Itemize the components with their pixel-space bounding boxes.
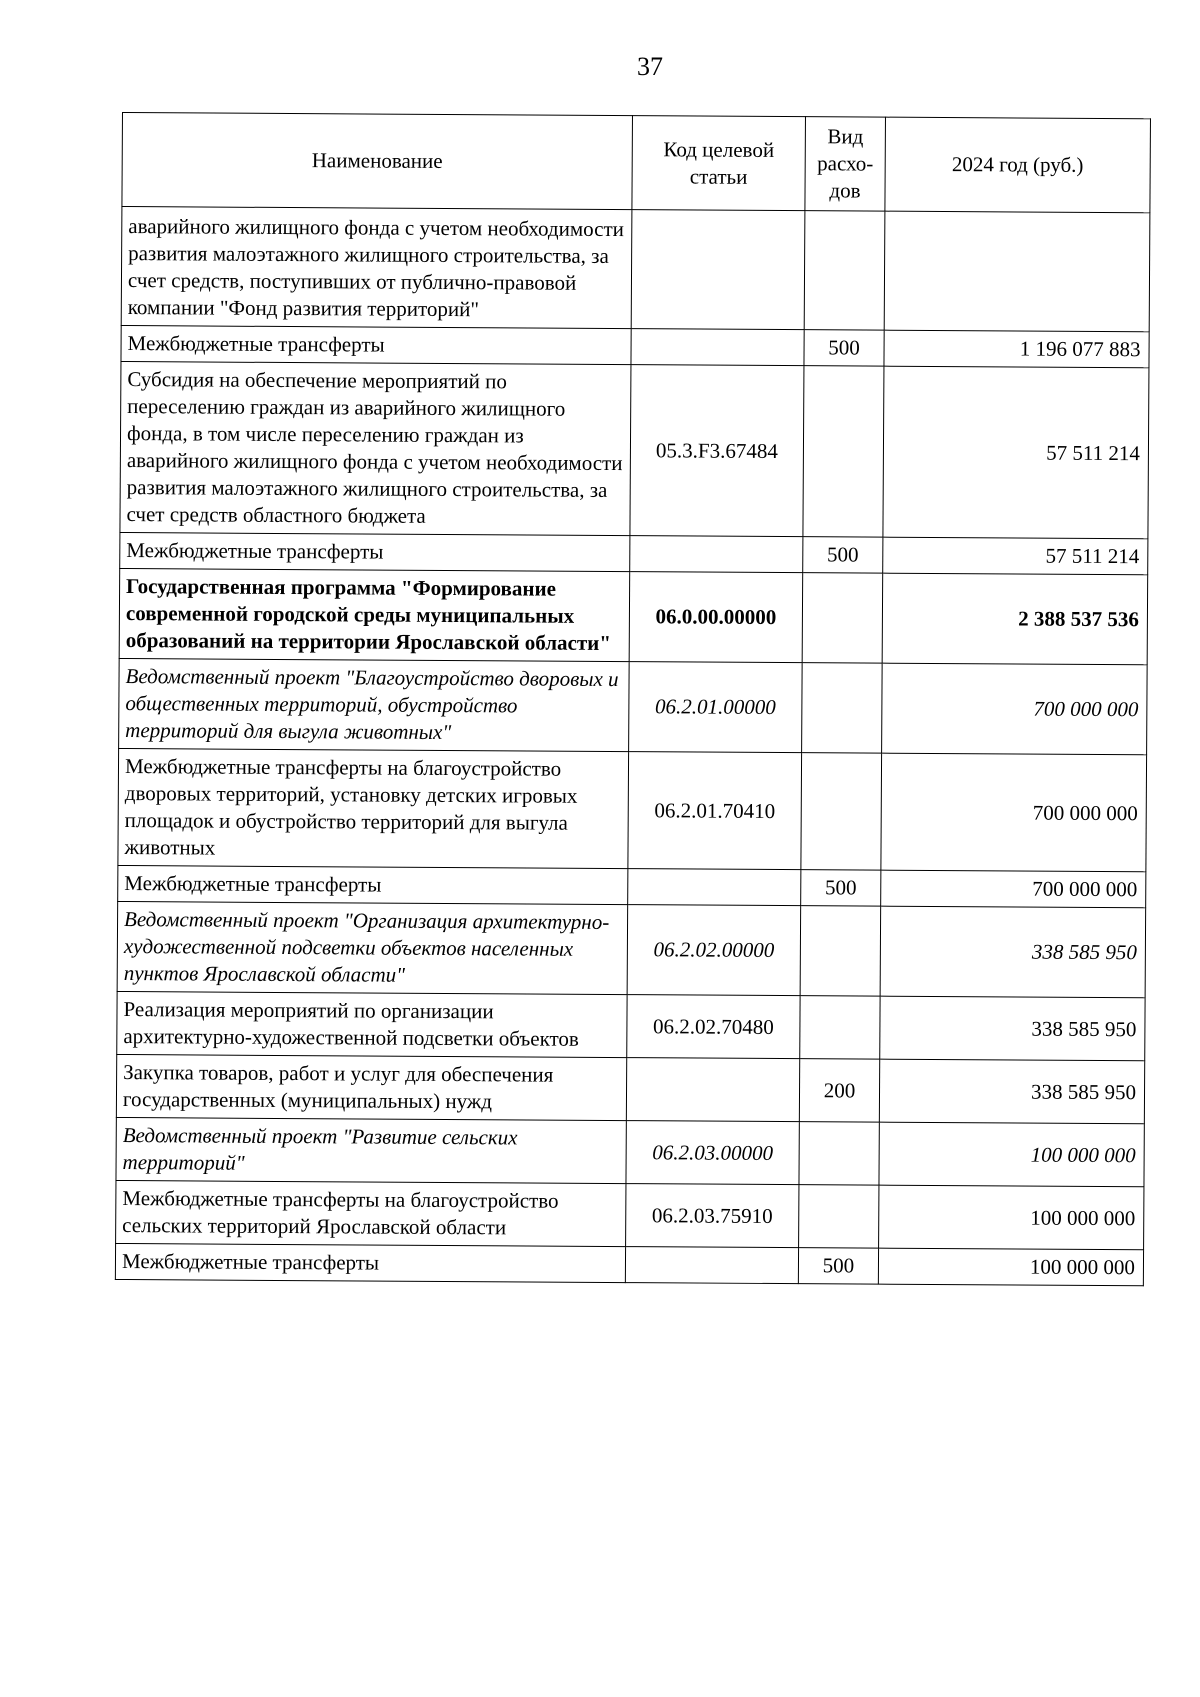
row-code-cell	[631, 210, 805, 330]
row-code-cell	[628, 869, 801, 906]
table-row	[116, 1054, 1144, 1123]
row-amount-cell	[884, 211, 1150, 332]
row-code-cell: 05.3.F3.67484	[630, 365, 804, 537]
table-row	[120, 532, 1148, 574]
row-code-cell: 06.2.03.00000	[626, 1121, 799, 1185]
row-amount-cell: 700 000 000	[882, 663, 1148, 755]
row-kind-cell	[799, 1122, 879, 1185]
row-code-cell	[626, 1058, 799, 1122]
row-code-cell: 06.2.03.75910	[626, 1184, 799, 1248]
row-name-cell: аварийного жилищного фонда с учетом необходимости развития малоэтажного жилищного строительства, за счет средств, поступивших от публично-правовой компании "Фонд развития территорий"	[121, 207, 632, 329]
row-kind-cell: 200	[799, 1059, 879, 1122]
header-year: 2024 год (руб.)	[885, 117, 1151, 213]
table-row	[119, 568, 1148, 664]
row-amount-cell: 2 388 537 536	[882, 573, 1148, 665]
budget-table-wrapper	[115, 112, 1150, 1286]
row-amount-cell: 1 196 077 883	[884, 330, 1149, 368]
row-amount-cell: 57 511 214	[883, 537, 1148, 575]
row-kind-cell: 500	[804, 330, 884, 366]
row-amount-cell: 100 000 000	[879, 1185, 1144, 1250]
page-number: 37	[637, 52, 663, 81]
row-kind-cell	[801, 753, 882, 870]
header-kind: Вид расхо-дов	[805, 117, 886, 211]
row-kind-cell	[804, 211, 885, 330]
table-row	[117, 901, 1146, 997]
row-name-cell: Межбюджетные трансферты	[118, 865, 628, 904]
row-kind-cell: 500	[798, 1248, 878, 1284]
row-kind-cell	[799, 1185, 879, 1248]
row-amount-cell: 338 585 950	[880, 996, 1145, 1061]
row-name-cell: Государственная программа "Формирование современной городской среды муниципальных образований на территории Ярославской области"	[119, 568, 630, 661]
header-name: Наименование	[122, 113, 633, 210]
header-code: Код целевой статьи	[632, 116, 806, 211]
table-row	[118, 865, 1146, 907]
row-amount-cell: 700 000 000	[881, 870, 1146, 908]
row-name-cell: Межбюджетные трансферты на благоустройство дворовых территорий, установку детских игровых площадок и обустройство территорий для выгула животных	[118, 748, 629, 868]
table-body	[115, 207, 1150, 1286]
row-kind-cell	[803, 366, 884, 537]
row-code-cell: 06.0.00.00000	[629, 572, 803, 663]
table-row	[119, 658, 1148, 754]
row-amount-cell: 100 000 000	[878, 1248, 1143, 1286]
row-code-cell: 06.2.02.70480	[627, 995, 800, 1059]
table-row	[116, 1180, 1144, 1249]
row-kind-cell	[800, 906, 881, 996]
row-code-cell	[630, 536, 803, 573]
row-code-cell: 06.2.02.00000	[627, 905, 801, 996]
table-header-row	[122, 113, 1151, 213]
table-row	[121, 207, 1150, 332]
table-row	[115, 1243, 1143, 1285]
table-row	[120, 361, 1149, 538]
row-name-cell: Реализация мероприятий по организации архитектурно-художественной подсветки объектов	[117, 991, 627, 1057]
row-code-cell: 06.2.01.70410	[628, 752, 802, 870]
row-name-cell: Межбюджетные трансферты	[121, 325, 631, 364]
row-name-cell: Межбюджетные трансферты	[115, 1243, 625, 1282]
row-name-cell: Закупка товаров, работ и услуг для обеспечения государственных (муниципальных) нужд	[116, 1054, 626, 1120]
table-row	[121, 325, 1149, 367]
row-code-cell	[631, 329, 804, 366]
row-kind-cell	[802, 573, 883, 663]
table-row	[117, 991, 1145, 1060]
table-row	[116, 1117, 1144, 1186]
row-amount-cell: 57 511 214	[883, 366, 1149, 539]
row-name-cell: Ведомственный проект "Благоустройство дворовых и общественных территорий, обустройство территорий для выгула животных"	[119, 658, 630, 751]
row-kind-cell	[800, 996, 880, 1059]
row-amount-cell: 100 000 000	[879, 1122, 1144, 1187]
row-kind-cell: 500	[803, 537, 883, 573]
row-kind-cell	[802, 663, 883, 753]
row-code-cell	[625, 1247, 798, 1284]
budget-table	[115, 112, 1151, 1286]
row-name-cell: Ведомственный проект "Развитие сельских территорий"	[116, 1117, 626, 1183]
row-name-cell: Межбюджетные трансферты	[120, 532, 630, 571]
row-amount-cell: 338 585 950	[879, 1059, 1144, 1124]
table-row	[118, 748, 1147, 871]
row-amount-cell: 700 000 000	[881, 753, 1147, 872]
row-name-cell: Ведомственный проект "Организация архитектурно-художественной подсветки объектов населенных пунктов Ярославской области"	[117, 901, 628, 994]
row-name-cell: Межбюджетные трансферты на благоустройство сельских территорий Ярославской области	[116, 1180, 626, 1246]
row-amount-cell: 338 585 950	[880, 906, 1146, 998]
row-name-cell: Субсидия на обеспечение мероприятий по переселению граждан из аварийного жилищного фонда, в том числе переселению граждан из аварийного жилищного фонда с учетом необходимости развития малоэтажного жилищного строительства, за счет средств областного бюджета	[120, 361, 631, 535]
row-code-cell: 06.2.01.00000	[629, 662, 803, 753]
row-kind-cell: 500	[801, 870, 881, 906]
